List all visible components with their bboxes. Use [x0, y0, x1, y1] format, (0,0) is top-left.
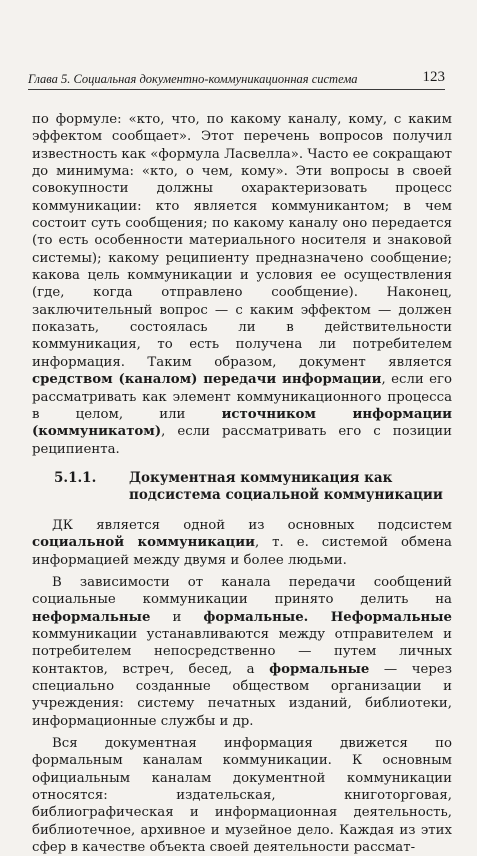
section-heading: [54, 470, 452, 505]
paragraph-2-text-c: , т. е. системой обмена информацией между двумя и более людьми.: [32, 535, 452, 568]
paragraph-1-text-c: , если его рассматривать как элемент коммуникационного процесса в целом, или: [32, 372, 453, 422]
paragraph-2: [32, 517, 452, 569]
body-text: [32, 111, 452, 856]
section-number: 5.1.1.: [54, 469, 97, 486]
paragraph-4-text-a: Вся документная информация движется по формальным каналам коммуникации. К основным официальным каналам документной коммуникации относятся: издательская, книготорговая, библиографическая и информационная деятельность, библиотечное, архивное и музейное дело. Каждая из этих сфер в качестве объекта своей деятельности рассмат-: [32, 736, 452, 856]
paragraph-3-text-d: коммуникации устанавливаются между отправителем и потребителем непосредственно — путем личных контактов, встреч, бесед, а: [32, 626, 452, 677]
page-number: 123: [422, 69, 445, 85]
paragraph-1-bold-term-2: источником информации (коммуникатом): [32, 406, 453, 440]
section-title: Документная коммуникация как подсистема социальной коммуникации: [129, 469, 443, 504]
paragraph-3-text-e: — через специально созданные обществом организации и учреждения: систему печатных изданий, библиотеки, информационные службы и др.: [32, 661, 452, 729]
chapter-title: Глава 5. Социальная документно-коммуникационная система: [28, 72, 358, 86]
paragraph-1: [32, 111, 452, 458]
paragraph-1-text-a: по формуле: «кто, что, по какому каналу, кому, с каким эффектом сообщает». Этот перечень вопросов получил известность как «формула Ласвелла». Часто ее сокращают до минимума: «кто, о чем, кому». Эти вопросы в своей совокупности должны охарактеризовать процесс коммуникации: кто является коммуникантом; в чем состоит суть сообщения; по какому каналу оно передается (то есть особенности материального носителя и знаковой системы); какому реципиенту предназначено сообщение; какова цель коммуникации и условия ее осуществления (где, когда отправлено сообщение). Наконец, заключительный вопрос — с каким эффектом — должен показать, состоялась ли в действительности коммуникация, то есть получена ли потребителем информация. Таким образом, документ является: [32, 112, 452, 370]
running-header: [28, 69, 445, 90]
paragraph-3-bold-term-1: неформальные: [32, 609, 151, 625]
paragraph-2-text-a: ДК является одной из основных подсистем: [52, 517, 452, 533]
paragraph-3-text-c: и: [150, 609, 204, 625]
paragraph-3: [32, 574, 452, 730]
paragraph-2-bold-term-1: социальной коммуникации: [32, 535, 255, 551]
paragraph-3-text-a: В зависимости от канала передачи сообщений социальные коммуникации принято делить на: [32, 574, 452, 608]
paragraph-3-bold-term-2: формальные. Неформальные: [203, 609, 452, 625]
paragraph-3-bold-term-3: формальные: [269, 661, 370, 677]
paragraph-1-bold-term-1: средством (каналом) передачи информации: [32, 372, 382, 388]
paragraph-1-text-d: , если рассматривать его с позиции реципиента.: [32, 424, 452, 457]
paragraph-4: [32, 735, 452, 856]
